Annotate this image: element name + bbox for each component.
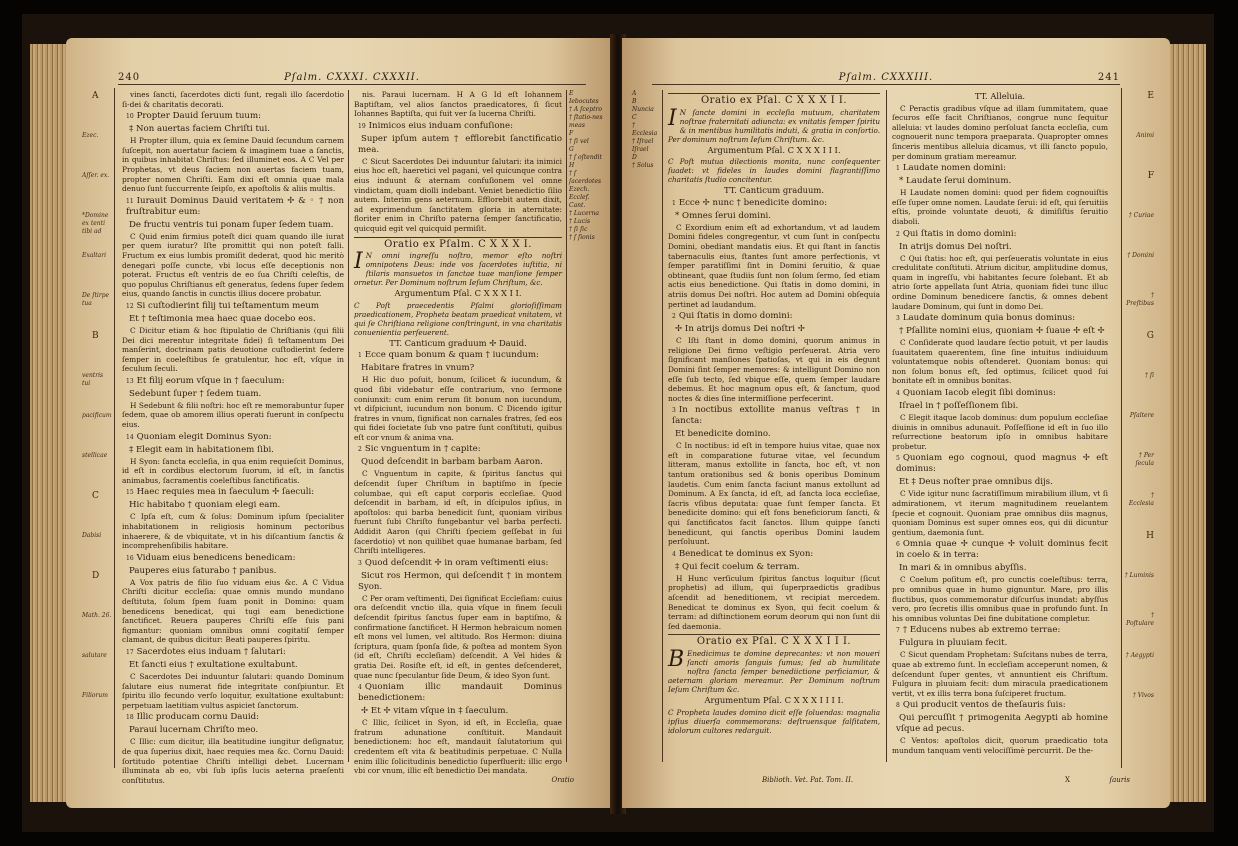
verse-line xyxy=(668,429,880,440)
verse-text: Sacerdotes eius induam † ſalutari: xyxy=(136,646,286,657)
margin-note: Pſaltere xyxy=(1129,412,1154,419)
verse-text: Laudate dominum quia bonus dominus: xyxy=(902,313,1076,324)
section-heading: Oratio ex Pſal. C X X X I I I. xyxy=(668,634,880,647)
commentary-paragraph: vines ſancti, ſacerdotes dicti ſunt, regali illo ſacerdotio ſi-dei & charitatis decorati. xyxy=(122,90,344,109)
verse-number: 14 xyxy=(126,433,134,441)
margin-note: † ſi ſic xyxy=(569,226,588,233)
margin-note: Nuncia xyxy=(632,106,654,113)
commentary-paragraph: C Ventos: apoſtolos dicit, quorum praedicatio tota mundum tanquam venti velociſſimè percurrit. De the- xyxy=(892,736,1108,755)
commentary-paragraph: C Qui ſtatis: hoc eſt, qui perſeueratis voluntate in eius credulitate conſtituti. Atrium dicitur, amplitudine domus, quam in ingreſſu, vbi habitantes ſecure ſolebant. Et ab atrio ſorte appellata ſunt Atria, quoniam fidei tunc illuc ordine Dominum benedicere ſanctis, & omnes debent laudare Dominum, qui ſunt in domo Dei. xyxy=(892,253,1108,311)
verse-line xyxy=(122,389,344,400)
commentary-paragraph: C Sicut quendam Prophetam: Suſcitans nubes de terra, quae ab extremo ſunt. In eccleſiam acceperunt nomen, & deſcendunt ſuper gentes, vt annuntient eis Chriſtum. Fulgura in pluuiam fecit: dum miracula praedicationem vertit, vt ex illis terra bona ſuſciperet fructum. xyxy=(892,650,1108,698)
section-letter: C xyxy=(632,114,637,121)
verse-text: In mari & in omnibus abyſſis. xyxy=(899,563,1027,574)
verse-line xyxy=(122,725,344,736)
verse-number: 3 xyxy=(358,559,362,567)
commentary-paragraph: H Laudate nomen domini: quod per fidem cognouiſtis eſſe ſuper omne nomen. Laudate ſerui: id eſt, qui ſeruitiis eſtis, proinde voluntate deuoti, & dimiſiſtis ſeruitio diaboli. xyxy=(892,188,1108,226)
commentary-paragraph: C Ipſa eſt, cum & ſolus: Dominum ipſum ſpecialiter inhabitationem in religiosis hominum pectoribus inhaerere, & de vbiquitate, vt in his diſcantium ſanctis & incomprehenſibilis habitare. xyxy=(122,512,344,551)
commentary-paragraph: C Sacerdotes Dei induuntur ſalutari: quando Dominum ſalutare eius numerat fide integritate conſpiuntur. Et ſpiritu illo fecundo verſo loquitur, exultatione exultabunt: perpetuam laetitiam vultus aspiciet ſanctorum. xyxy=(122,671,344,710)
verse-text: Iſrael in † poſſeſſionem ſibi. xyxy=(899,401,1019,412)
margin-note: † A ſceptro xyxy=(569,106,603,113)
verse-text: Pauperes eius ſaturabo † panibus. xyxy=(129,565,277,576)
verse-text: Habitare fratres in vnum? xyxy=(361,363,475,374)
drop-cap: B xyxy=(668,646,685,672)
section-letter: H xyxy=(1146,531,1154,541)
text-column-2 xyxy=(354,90,562,776)
running-head-right xyxy=(652,72,1120,85)
margin-note: † Poſtulare xyxy=(1126,612,1154,627)
verse-text: Et filij eorum vſque in † ſaeculum: xyxy=(136,375,285,386)
verse-line xyxy=(892,638,1108,649)
section-letter: E xyxy=(1147,91,1154,101)
margin-note: † ſ oſtendit xyxy=(569,154,602,161)
verse-text: Quoniam ego cognoui, quod magnus ✢ eſt dominus: xyxy=(896,453,1108,475)
verse-text: Benedicat te dominus ex Syon: xyxy=(678,548,814,559)
commentary-paragraph: nis. Paraui lucernam. H A G Id eſt Iohannem Baptiſtam, vel alios ſanctos praedicatores, ſi ſicut Iohannes Baptiſta, qui fuit ver ſa lucerna Chriſti. xyxy=(354,90,562,119)
verse-text: Qui producit ventos de theſauris ſuis: xyxy=(902,700,1066,711)
verse-text: Sic vnguentum in † capite: xyxy=(364,444,481,455)
section-subheading: Argumentum Pſal. C X X X I I. xyxy=(394,288,522,299)
margin-note: † Solus xyxy=(632,162,654,169)
verse-text: Et benedicite domino. xyxy=(675,429,771,440)
margin-note: † Ecclesia xyxy=(1128,492,1154,507)
running-head-left xyxy=(118,72,586,85)
verse-text: Et † teſtimonia mea haec quae docebo eos. xyxy=(129,313,316,324)
column-rule xyxy=(886,90,887,762)
section-letter: F xyxy=(569,130,574,137)
margin-note: salutare xyxy=(82,652,107,659)
commentary-paragraph: C Illic, ſcilicet in Syon, id eſt, in Eccleſia, quae fratrum adunatione conſtituit. Mandauit benedictionem: hoc eſt, mandauit ſalutatorium qui credentem eſt vita & beatitudinis perpetuae. C Nulla enim illic ſolicitudinis benedictio ſuperfluerit: illic ergo vbi cor vnum, illic eſt benedictio Dei mandata. xyxy=(354,718,562,776)
verse-text: * Omnes ſerui domini. xyxy=(675,210,771,221)
section-letter: E xyxy=(569,90,574,97)
verse-text: Super ipſum autem † efflorebit ſanctificatio mea. xyxy=(358,133,562,155)
verse-line xyxy=(122,432,344,443)
drop-cap: I xyxy=(354,249,363,275)
open-book xyxy=(22,14,1214,832)
verse-text: Et ‡ Deus noſter prae omnibus dijs. xyxy=(899,477,1053,488)
section-letter: A xyxy=(92,91,99,101)
verse-number: 2 xyxy=(358,446,362,454)
verse-number: 7 xyxy=(896,627,900,635)
verse-number: 13 xyxy=(126,377,134,385)
margin-note: † ſ ſionis xyxy=(569,234,595,241)
verse-line xyxy=(892,388,1108,399)
page-number: 240 xyxy=(118,72,141,83)
commentary-paragraph: C Per oram veſtimenti, Dei ſignificat Eccleſiam: cuius ora deſcendit vnctio illa, quia vſque in finem ſeculi deſcendit ſpiritus ſanctus ſuper eam in baptiſmo, & confirmatione ſanctificet. H Hermon hebraicum nomen eſt mons vel lumen, vel altitudo. Ros Hermon: diuina ſcriptura, quam ſponſa ſide, & poſtea ad montem Syon (id eſt, Chriſti eccleſiam) deſcendit. A Vel hides & gratia Dei. Rosiſte eſt, id eſt, in gentes deſcenderet, quae nunc ſpeculantur ſide Deum, & ideo Syon ſunt. xyxy=(354,593,562,680)
margin-note: Filiorum xyxy=(82,692,108,699)
verse-number: 12 xyxy=(126,302,134,310)
section-subheading: TT. Canticum graduum ✢ Dauid. xyxy=(389,337,527,348)
margin-note: † ſtatio-nes meas xyxy=(569,114,603,129)
margin-note: † Luminis xyxy=(1124,572,1154,579)
verse-line xyxy=(122,196,344,218)
verse-text: Omnia quae ✢ cunque ✢ voluit dominus fecit in coelo & in terra: xyxy=(896,539,1108,561)
margin-note: † ſi vel xyxy=(569,138,589,145)
commentary-paragraph: C Sicut Sacerdotes Dei induuntur ſalutari: ita inimici eius hoc eſt, haeretici vel pagani, vel quicunque contra eius induunt & aternam confuſionem vel omne vindictam, quam diolli indebant. Veniet benedictio ſilio autem. Interim gens aeternum. Efflorebit autem dixit, ad exprimendum ſanctitatem gloria in aternitate: floriter enim in Chriſto paterna ſemper ſanctificatio, quicquid egit vel quicquid permiſit. xyxy=(354,156,562,233)
verse-line xyxy=(354,363,562,374)
verse-text: Laudate nomen domini: xyxy=(902,163,1007,174)
section-heading: Oratio ex Pſal. C X X X I I. xyxy=(668,93,880,106)
margin-note: † Domini xyxy=(1127,252,1154,259)
margin-note: † Vivos xyxy=(1132,692,1154,699)
verse-text: Viduam eius benedicens benedicam: xyxy=(136,552,296,563)
section-subheading: TT. Canticum graduum. xyxy=(723,185,825,196)
verse-line xyxy=(354,558,562,569)
verse-text: ✢ In atrijs domus Dei noſtri ✢ xyxy=(675,324,805,335)
verse-text: Sicut ros Hermon, qui deſcendit † in montem Syon. xyxy=(358,570,562,592)
verse-text: In atrijs domus Dei noſtri. xyxy=(899,241,1012,252)
outer-margin-notes xyxy=(1121,88,1156,768)
right-page xyxy=(622,38,1170,808)
commentary-paragraph: C In noctibus: id eſt in tempore huius vitae, quae nox eſt in comparatione futurae vitae, vel ſecundum litteram, manus extollite in ſancta, hoc eſt, vt non tantum orationibus sed & bonis operibus Dominum laudetis. Cum enim ſancta faciunt manus extollunt ad Dominum. A Ex ſancta, id eſt, ad ſancta loca eccleſiae, ſacris vſibus deputata: quae ſunt ſemper ſancta. Et benedicite domino: qui eſt fons beneficiorum ſancti, & qui ſanctificatos facit ſanctos. Illum quippe ſancti benedicunt, qui ſanctis operibus Domini laudem perſoluunt. xyxy=(668,441,880,547)
verse-line xyxy=(122,111,344,122)
section-letter: G xyxy=(1146,331,1154,341)
verse-line xyxy=(122,124,344,135)
commentary-paragraph: H Hic duo poſuit, bonum, ſcilicet & iucundum, & quod ſibi videbatur eſſe contrarium, vno ſermone coniunxit: cum enim rerum ſit bonum non iucundum, vt diſpiciunt, iucundum non bonum. C Dicendo igitur fratres in vnum, ſignificat non carnales fratres, ſed eos qui fidei ſocietate ſub vno patre ſunt conſtituti, quibus eſt cor vnum & anima vna. xyxy=(354,375,562,442)
section-letter: F xyxy=(1147,171,1154,181)
section-subheading: Argumentum Pſal. C X X X I I I I. xyxy=(704,694,844,705)
verse-line xyxy=(122,487,344,498)
footer xyxy=(762,776,1130,784)
verse-line xyxy=(892,713,1108,735)
section-letter: A xyxy=(632,90,637,97)
verse-text: Quod deſcendit ✢ in oram veſtimenti eius: xyxy=(364,557,549,568)
verse-line xyxy=(668,324,880,335)
margin-note: Iebocutes xyxy=(569,98,599,105)
verse-line xyxy=(122,647,344,658)
verse-line xyxy=(354,571,562,593)
commentary-paragraph: C Dicitur etiam & hoc ſtipulatio de Chriſtianis (qui filii Dei dici merentur integritate fidei) ſi teſtamentum Dei manſerint, doctrinam patis deuotione cuſtodierint ſedere ſemper in coeleſtibus ſe gratulentur, hoc eſt, vſque in ſeculum ſeculi. xyxy=(122,325,344,374)
verse-number: 4 xyxy=(896,390,900,398)
drop-cap: I xyxy=(668,105,677,131)
verse-line xyxy=(892,453,1108,475)
verse-line xyxy=(892,563,1108,574)
verse-line xyxy=(892,477,1108,488)
verse-text: Quoniam elegit Dominus Syon: xyxy=(136,431,272,442)
commentary-paragraph: C Peractis gradibus vſque ad illam ſummitatem, quae ſecuros eſſe facit Chriſtianos, congrue nunc ſequitur alleluia: vt laudes domino perſoluat ſancta eccleſia, cum cognouerit nunc tempora praeparata. Quapropter omnes ſinceris mentibus alleluia dicamus, vt illi ſancto populo, per dominum gratiam mereamur. xyxy=(892,103,1108,161)
margin-note: † Ecclesia xyxy=(632,122,658,137)
margin-note: *Domine ex tenti tibi ad xyxy=(82,212,109,235)
commentary-paragraph: H Propter illum, quia ex ſemine Dauid ſecundum carnem ſuſcepit, non auertatur faciem & imaginem tuae a ſanctis, in quibus inhabitat Chriſtus: ſed illuminet eos. A C Vel per Prophetas, vt deus ſaciem non auertas faciem tuam, propter nomen Chriſti. Eam dixi eſt omnia quae mala denuo ſunt ſuccurrente ſeipſo, ex apoſtolis & aliis multis. xyxy=(122,136,344,194)
verse-line xyxy=(668,405,880,427)
left-page xyxy=(66,38,614,808)
verse-number: 8 xyxy=(896,702,900,710)
verse-line xyxy=(354,682,562,704)
signature-line: Biblioth. Vet. Pat. Tom. II. xyxy=(762,776,854,784)
verse-text: Illic producam cornu Dauid: xyxy=(136,712,260,723)
margin-note: Ezech. xyxy=(569,186,590,193)
section-subheading: Argumentum Pſal. C X X X I I I. xyxy=(707,144,841,155)
verse-text: † Educens nubes ab extremo terrae: xyxy=(902,625,1061,636)
verse-line xyxy=(668,198,880,209)
margin-note: Animi xyxy=(1136,132,1154,139)
commentary-paragraph: H Syon: ſancta eccleſia, in qua enim requieſcit Dominus, id eſt in cordibus electorum ſuorum, id eſt, in ſanctis animabus, ſacramentis coeleſtibus ſanctificatis. xyxy=(122,456,344,485)
signature-mark: X xyxy=(1065,776,1070,784)
commentary-paragraph: C Conſiderate quod laudare ſectio potuit, vt per laudis ſuauitatem quaerentem, ſine ſine intuitus indiuiduum voluntatemque nobis oſtenderet. Quoniam bonus: qui non ſolum bonus eſt, ſed optimus, ſcilicet quod ſui bonitate eſt in omnibus bonitas. xyxy=(892,338,1108,386)
margin-note: De ſtirpe tua xyxy=(82,292,110,307)
verse-text: Propter Dauid ſeruum tuum: xyxy=(136,111,262,122)
catchword: ſauris xyxy=(1109,776,1130,784)
prayer-body: N ſancte domini in eccleſia mutuum, charitatem noſtrae fraternitati adiuncta: ex vnitatis ſemper ſpiritu & in mentibus humilitatis induti, & gratia in conſortio. Per dominum noſtrum Ieſum Chriſtum. &c. xyxy=(668,107,880,144)
commentary-paragraph: C Elegit itaque Iacob dominus: dum populum eccleſiae diuinis in omnibus adunauit. Poſſeſſione id eſt in ſuo illo reſurrectione beatorum ipſo in omnibus habitare probetur. xyxy=(892,413,1108,451)
commentary-paragraph: C Quid enim firmius poteſt dici quam quando ille iurat per quem iuratur? Iſte promittit qui non poteſt falli. Fructum ex eius lumbis promiſit dederat, quod hic meritò denegari poſſe cuncte, vbi locus eſſe deceptionis non poterat. Fructus eſt ventris de eo ſua Chriſti celeſtis, de quo populus Chriſtianus eſt generatus, ſedens ſuper ſedem eius, quando ſanctis in cunctis illius docere probatur. xyxy=(122,231,344,299)
verse-text: ✢ Et ✢ vitam vſque in ‡ ſaeculum. xyxy=(361,706,509,717)
verse-text: Hic habitabo † quoniam elegi eam. xyxy=(129,500,281,511)
verse-text: ‡ Qui fecit coelum & terram. xyxy=(675,561,800,572)
verse-text: De fructu ventris tui ponam ſuper ſedem tuam. xyxy=(129,219,334,230)
running-title: Pſalm. CXXXIII. xyxy=(838,72,934,83)
verse-line xyxy=(122,445,344,456)
prayer-body: N omni ingreſſu noſtro, memor eſto noſtri omnipotens Deus: inde vos ſacerdotes iuſtitia, ni ſtilaris mansuetos in ſanctae tuae manſione ſemper ornetur. Per Dominum noſtrum Ieſum Chriſtum, &c. xyxy=(354,251,562,288)
margin-note: Ezec. xyxy=(82,132,99,139)
commentary-paragraph: A Vox patris de filio ſuo viduam eius &c. A C Vidua Chriſti dicitur eccleſia: quae omnis mundo mundano deſtituta, ſolum ſpem ſuam ponit in Domino: quam benedicens benedicat, qui tugi eam benedictione ſanctificet. Reuera pauperes Chriſti eſſe ſuis pani figmantur: quoniam omnibus omni cogitatiſ ſemper clamant, de quibus dicitur: Beati pauperes ſpiritu. xyxy=(122,577,344,645)
verse-text: Sedebunt ſuper † ſedem tuam. xyxy=(129,388,262,399)
margin-note: Aſſer. ex. xyxy=(82,172,110,179)
verse-line xyxy=(892,163,1108,174)
section-letter: C xyxy=(92,491,99,501)
verse-number: 4 xyxy=(358,684,362,692)
verse-number: 5 xyxy=(896,455,900,463)
verse-line xyxy=(354,134,562,156)
verse-text: Haec requies mea in ſaeculum ✢ ſaeculi: xyxy=(136,487,315,498)
text-column-1 xyxy=(122,90,344,785)
verse-line xyxy=(892,401,1108,412)
page-number: 241 xyxy=(1097,72,1120,83)
verse-text: Quoniam Iacob elegit ſibi dominus: xyxy=(902,388,1056,399)
verse-number: 2 xyxy=(672,313,676,321)
verse-number: 1 xyxy=(358,352,362,360)
text-column-2 xyxy=(892,90,1108,762)
verse-text: Quoniam illic mandauit Dominus benedictionem: xyxy=(358,682,562,704)
prayer-text xyxy=(668,105,880,144)
margin-note: stellicae xyxy=(82,452,108,459)
commentary-paragraph: C Exordium enim eſt ad exhortandum, vt ad laudem Domini fideles congregentur, vt cum ſunt in conſpectu Domini, obediant mandatis eius. Et qui ſtant in ſanctis tabernaculis eius, ſtantes ſunt amore perfectionis, vt ſemper paratiſſimi ſint in Domini ſeruitio, & quae obtineant, quae ſtudiis ſunt non ſolum ſermo, ſed etiam actis eius benedictione. Qui ſtatis in domo domini, in atriis domus Dei noſtri. Hoc autem ad Domini obſequia pertinet ad laudandum. xyxy=(668,222,880,309)
margin-note: Exaltari xyxy=(82,252,107,259)
verse-line xyxy=(122,301,344,312)
verse-number: 1 xyxy=(896,165,900,173)
verse-number: 6 xyxy=(896,541,900,549)
verse-text: Iurauit Dominus Dauid veritatem ✢ & ◦ † non fruſtrabitur eum: xyxy=(126,195,344,217)
argument-text: C Propheta laudes domino dicit eſſe ſoluendas: magnalia ipſius diuerſa commemorans: deſtruensque falſitatem, idolorum cultores redarguit. xyxy=(668,707,880,735)
inner-margin-notes xyxy=(566,90,603,762)
verse-text: In noctibus extollite manus veſtras † in ſancta: xyxy=(672,405,880,427)
commentary-paragraph: C Vnguentum in capite, & ſpiritus ſanctus qui deſcendit ſuper Chriſtum in baptiſmo in ſpecie columbae, qui eſt caput corporis eccleſiae. Quod deſcendit in barbam, id eſt, in dſcipulos ipſius, in apoſtolos: qui barba benedicit ſunt, quoniam viribus fuerunt ſubi Chriſto fungebantur vel barba perfecti. Addidit Aaron (qui Chriſti ſpeciem geſſebat in ſui ſacerdotio) vt non quilibet quae humanae barbam, ſed Chriſti intelligeres. xyxy=(354,469,562,556)
argument-text: C Poſt praecedentis Pſalmi glorioſiſſimam praedicationem, Propheta beatam praedicat vnitatem, vt qui ſe Chriſtiana religione conſtringunt, in vna charitatis conuenientia perſeuerent. xyxy=(354,300,562,337)
section-heading: Oratio ex Pſalm. C X X X I. xyxy=(354,237,562,250)
verse-number: 17 xyxy=(126,648,134,656)
verse-line xyxy=(122,553,344,564)
inner-margin-notes xyxy=(632,90,663,762)
verse-text: ‡ Elegit eam in habitationem ſibi. xyxy=(129,444,274,455)
verse-number: 11 xyxy=(126,197,134,205)
commentary-paragraph: C Coelum poſitum eſt, pro cunctis coeleſtibus: terra, pro omnibus quae in humo gignuntur. Mare, pro illis fluctibus, quos commemoratur diſcurſus inundat: abyſſus vero, pro ſecretis illis omnibus quae in profundo ſunt. In his omnibus voluntas Dei fine dubitatione completur. xyxy=(892,575,1108,623)
margin-note: † Curiae xyxy=(1128,212,1154,219)
verse-number: 16 xyxy=(126,554,134,562)
verse-line xyxy=(892,539,1108,561)
section-subheading: TT. Alleluia. xyxy=(974,91,1026,101)
verse-text: Et ſancti eius † exultatione exultabunt. xyxy=(129,659,298,670)
verse-text: Ecce ✢ nunc † benedicite domino: xyxy=(678,197,828,208)
verse-number: 4 xyxy=(672,550,676,558)
verse-line xyxy=(122,660,344,671)
margin-note: † ſ ſacerdotes xyxy=(569,170,602,185)
verse-line xyxy=(892,176,1108,187)
verse-text: Paraui lucernam Chriſto meo. xyxy=(129,725,259,736)
commentary-paragraph: H Sedebunt & filii noſtri: hoc eſt re memorabuntur ſuper ſedem, quae ob amorem illius operati fuerunt in conſpectu eius. xyxy=(122,400,344,430)
verse-line xyxy=(892,229,1108,240)
section-letter: B xyxy=(632,98,637,105)
margin-note: † Iſrael xyxy=(632,138,654,145)
verse-line xyxy=(122,314,344,325)
margin-note: † Per ſecula xyxy=(1135,452,1154,467)
commentary-paragraph: C Illic: cum dicitur, illa beatitudine iungitur deſignatur, de qua ſuperius dixit, haec requies mea &c. Cornu Dauid: ſortitudo potentiae Chriſti intelligi debet. Lucernam illuminata ab eo, vbi ſub ipſis lucis aeterna praeſenti conſtitutus. xyxy=(122,737,344,785)
margin-note: pacificum xyxy=(82,412,112,419)
verse-text: † Pſallite nomini eius, quoniam ✢ ſuaue ✢ eſt ✢ xyxy=(899,326,1105,337)
margin-note: † Aegypti xyxy=(1125,652,1154,659)
verse-text: * Laudate ſerui dominum. xyxy=(899,176,1012,187)
prayer-text xyxy=(354,251,562,287)
verse-text: Fulgura in pluuiam fecit. xyxy=(899,638,1008,649)
column-rule xyxy=(348,90,349,762)
section-letter: B xyxy=(92,331,99,341)
verse-line xyxy=(354,350,562,361)
verse-line xyxy=(354,706,562,717)
verse-text: Inimicos eius induam confuſione: xyxy=(368,120,514,131)
verse-text: Qui ſtatis in domo domini: xyxy=(902,228,1017,239)
verse-number: 10 xyxy=(126,113,134,121)
commentary-paragraph: H Hunc verſiculum ſpiritus ſanctus loquitur (ſicut prophetis) ad illum, qui ſuperpraedictis gradibus aſcendit ad beneditionem, vt recipiat mercedem. Benedicat te dominus ex Syon, qui fecit coelum & terram: ad diſtinctionem eorum deorum qui non ſunt dii ſed daemonia. xyxy=(668,573,880,631)
verse-line xyxy=(892,625,1108,636)
prayer-text xyxy=(668,646,880,694)
verse-number: 3 xyxy=(672,407,676,415)
commentary-paragraph: C Vide igitur nunc ſacratiſſimum mirabilium illum, vt ſi admirationem, vt iterum magnitudinem reuelantem ſpecie et cognouit. Quoniam prae omnibus diis magnus, quoniam Dominus est super omnes eos, qui dii dicuntur gentium, daemonia ſunt. xyxy=(892,489,1108,537)
verse-line xyxy=(122,712,344,723)
prayer-body: Enedicimus te domine deprecantes: vt non moueri ſancti amoris ſanguis ſumus; ſed ab humilitate noſtra ſancta ſemper benediictione perficiamur, & aeternam gloriam mereamur. Per Dominum noſtrum Ieſum Chriſtum &c. xyxy=(668,648,880,694)
verse-line xyxy=(892,313,1108,324)
margin-note: † Lucerna xyxy=(569,210,599,217)
verse-number: 18 xyxy=(126,714,134,722)
verse-text: Ecce quam bonum & quam † iucundum: xyxy=(364,350,539,361)
verse-number: 15 xyxy=(126,489,134,497)
verse-text: Si cuſtodierint filij tui teſtamentum meum xyxy=(136,300,320,311)
argument-text: C Poſt mutua dilectionis monita, nunc conſequenter ſuadet: vt fideles in laudes domini flagrantiſſimo charitatis ſtudio concitentur. xyxy=(668,157,880,185)
section-letter: H xyxy=(569,162,575,169)
verse-line xyxy=(668,562,880,573)
verse-line xyxy=(122,500,344,511)
verse-line xyxy=(892,700,1108,711)
margin-note: † ſi xyxy=(1144,372,1154,379)
verse-line xyxy=(892,326,1108,337)
verse-line xyxy=(668,311,880,322)
verse-text: Qui ſtatis in domo domini: xyxy=(678,311,793,322)
verse-line xyxy=(122,376,344,387)
text-column-1 xyxy=(668,90,880,762)
verse-text: Quod deſcendit in barbam barbam Aaron. xyxy=(361,457,543,468)
verse-line xyxy=(892,242,1108,253)
section-letter: D xyxy=(632,154,637,161)
margin-note: † Preſtibus xyxy=(1126,292,1154,307)
verse-line xyxy=(354,457,562,468)
verse-line xyxy=(668,549,880,560)
verse-number: 3 xyxy=(896,315,900,323)
verse-text: ‡ Non auertas faciem Chriſti tui. xyxy=(129,124,270,135)
verse-number: 2 xyxy=(896,230,900,238)
margin-note: Cant. xyxy=(569,202,586,209)
verse-number: 1 xyxy=(672,199,676,207)
margin-note: ventris tui xyxy=(82,372,104,387)
outer-margin-notes xyxy=(80,88,115,768)
verse-line xyxy=(122,566,344,577)
verse-line xyxy=(354,121,562,132)
margin-note: † Lucis xyxy=(569,218,591,225)
running-title: Pſalm. CXXXI. CXXXII. xyxy=(284,72,420,83)
section-letter: G xyxy=(569,146,574,153)
margin-note: Iſrael xyxy=(632,146,649,153)
verse-number: 19 xyxy=(358,122,366,130)
verse-line xyxy=(122,220,344,231)
margin-note: Math. 26. xyxy=(82,612,112,619)
section-letter: D xyxy=(92,571,100,581)
commentary-paragraph: C Iſti ſtant in domo domini, quorum animus in religione Dei firmo veſtigio perſeuerat. Atria vero ſignificant manſiones ſpatioſas, vt qui in eis degunt Domini ſint ſemper memores: & intelligunt Domino non eſſe ſub tecto, ſed vbique eſſe, quem ſemper laudare debemus. Et hoc magnum opus eſt, & ſanctum, quod noctes & dies ſine intermiſſione perfecerint. xyxy=(668,336,880,403)
catchword: Oratio xyxy=(551,776,574,784)
margin-note: Dabisi xyxy=(82,532,102,539)
verse-line xyxy=(354,444,562,455)
verse-line xyxy=(668,211,880,222)
verse-text: Qui percuſſit † primogenita Aegypti ab homine vſque ad pecus. xyxy=(896,713,1108,735)
page-edges-right xyxy=(1166,44,1206,802)
margin-note: Ecclef. xyxy=(569,194,590,201)
page-edges-left xyxy=(30,44,70,802)
